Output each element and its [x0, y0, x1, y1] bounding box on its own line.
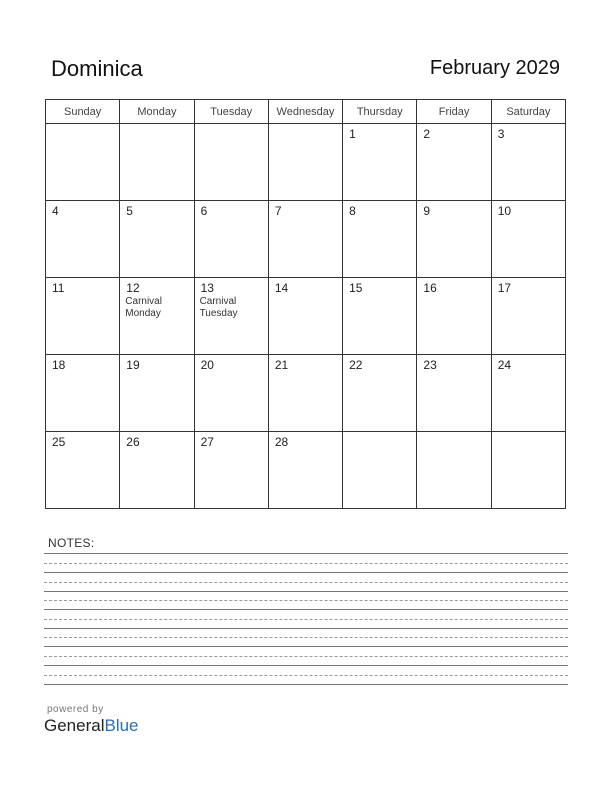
brand-general: General [44, 716, 105, 735]
week-row [46, 355, 566, 432]
day-number: 14 [274, 281, 289, 295]
day-number [343, 432, 416, 435]
notes-line [44, 665, 568, 666]
day-number: 1 [349, 127, 356, 141]
day-cell [491, 124, 565, 201]
day-number [492, 432, 565, 435]
generalblue-logo [44, 716, 139, 736]
notes-line [44, 591, 568, 592]
day-number: 23 [423, 358, 437, 372]
day-number: 18 [52, 358, 66, 372]
day-cell [343, 432, 417, 509]
day-cell [417, 355, 491, 432]
day-number: 21 [274, 358, 289, 372]
day-number [417, 432, 490, 435]
powered-by-text: powered by [47, 704, 104, 715]
day-cell [417, 201, 491, 278]
notes-line [44, 628, 568, 629]
day-number: 27 [200, 435, 214, 449]
day-cell [120, 201, 194, 278]
day-number: 4 [52, 204, 59, 218]
day-cell [343, 278, 417, 355]
day-number: 11 [52, 281, 65, 295]
notes-line [44, 572, 568, 573]
day-cell [491, 432, 565, 509]
day-cell [46, 201, 120, 278]
day-cell [268, 124, 342, 201]
day-cell [194, 124, 268, 201]
notes-line [44, 675, 568, 676]
day-number: 26 [126, 435, 140, 449]
day-cell [491, 278, 565, 355]
notes-label: NOTES: [48, 536, 95, 550]
day-cell [194, 355, 268, 432]
day-cell [46, 278, 120, 355]
weekday-monday: Monday [120, 100, 194, 124]
notes-line [44, 637, 568, 638]
day-cell [194, 432, 268, 509]
notes-line [44, 563, 568, 564]
notes-line [44, 553, 568, 554]
day-cell [268, 278, 342, 355]
day-cell [268, 432, 342, 509]
day-cell [120, 278, 194, 355]
brand-blue: Blue [104, 716, 139, 735]
day-number [46, 124, 119, 127]
day-number: 22 [349, 358, 363, 372]
day-number: 28 [274, 435, 289, 449]
day-number: 20 [200, 358, 214, 372]
day-number [269, 124, 342, 127]
day-cell [417, 124, 491, 201]
holiday-label: Carnival Tuesday [199, 296, 238, 319]
day-number: 16 [423, 281, 437, 295]
day-cell [268, 355, 342, 432]
day-cell [120, 124, 194, 201]
day-cell [46, 124, 120, 201]
notes-line [44, 600, 568, 601]
day-cell [343, 201, 417, 278]
weekday-wednesday: Wednesday [268, 100, 342, 124]
day-cell [417, 432, 491, 509]
day-cell [120, 355, 194, 432]
day-number: 5 [126, 204, 133, 218]
day-number: 13 [200, 281, 214, 295]
day-number: 12 [126, 281, 140, 295]
day-number: 7 [274, 204, 282, 218]
holiday-label: Carnival Monday [125, 296, 162, 319]
calendar-grid [45, 99, 566, 509]
day-cell [491, 201, 565, 278]
day-number [120, 124, 193, 127]
country-title: Dominica [51, 56, 143, 81]
notes-line [44, 656, 568, 657]
weekday-header-row [46, 100, 566, 124]
day-number: 17 [497, 281, 512, 295]
day-cell [194, 201, 268, 278]
day-number: 6 [200, 204, 208, 218]
day-cell [46, 432, 120, 509]
notes-line [44, 619, 568, 620]
notes-line [44, 646, 568, 647]
day-number: 3 [497, 127, 505, 141]
notes-line [44, 582, 568, 583]
week-row [46, 124, 566, 201]
weekday-tuesday: Tuesday [194, 100, 268, 124]
day-cell [46, 355, 120, 432]
weekday-sunday: Sunday [46, 100, 120, 124]
notes-line [44, 609, 568, 610]
weekday-saturday: Saturday [491, 100, 565, 124]
day-number: 24 [497, 358, 512, 372]
day-number [195, 124, 268, 127]
weekday-friday: Friday [417, 100, 491, 124]
day-number: 10 [497, 204, 512, 218]
weekday-thursday: Thursday [343, 100, 417, 124]
month-title: February 2029 [429, 57, 560, 79]
week-row [46, 201, 566, 278]
day-number: 19 [126, 358, 140, 372]
day-cell [343, 355, 417, 432]
day-cell [120, 432, 194, 509]
day-cell [343, 124, 417, 201]
day-number: 25 [52, 435, 66, 449]
day-number: 15 [349, 281, 363, 295]
day-number: 2 [423, 127, 431, 141]
day-cell [491, 355, 565, 432]
day-number: 9 [423, 204, 431, 218]
notes-line [44, 684, 568, 685]
day-cell [194, 278, 268, 355]
week-row [46, 432, 566, 509]
day-number: 8 [349, 204, 356, 218]
day-cell [268, 201, 342, 278]
day-cell [417, 278, 491, 355]
week-row [46, 278, 566, 355]
